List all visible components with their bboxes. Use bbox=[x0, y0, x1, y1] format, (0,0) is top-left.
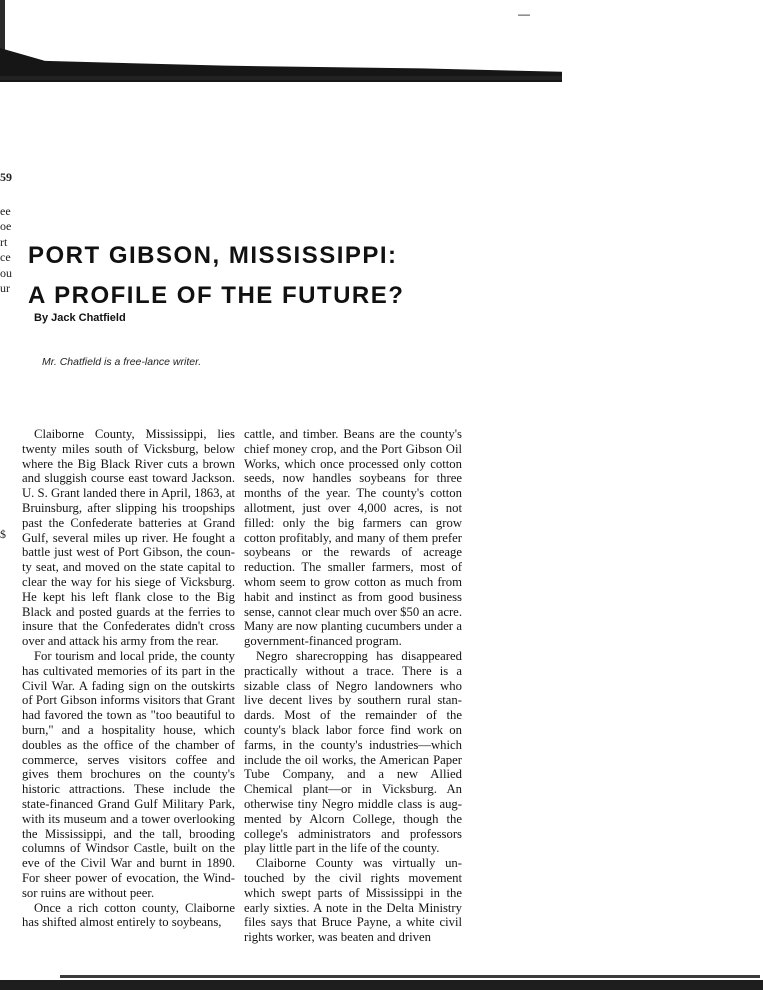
paragraph: Negro sharecropping has disappeared practically without a trace. There is a sizable class of Negro landowners who live decent lives by southern rural standards. Most of the remainder of the county's black labor force find work on farms, in the county's industries—which include the oil works, the American Paper Tube Company, and a new Allied Chemical plant—or in Vicksburg. An otherwise tiny Negro middle class is augmented by Alcorn College, though the college's administrators and professors play little part in the life of the county. bbox=[244, 648, 462, 856]
article-title-line-2: A PROFILE OF THE FUTURE? bbox=[28, 282, 405, 309]
paragraph: Claiborne County was virtually untouched by the civil rights movement which swept parts of Mississippi in the early sixties. A note in the Delta Ministry files says that Bruce Payne, a white civil rights worker, was beaten and driven bbox=[244, 856, 462, 945]
scan-bottom-shadow bbox=[0, 980, 763, 990]
paragraph: cattle, and timber. Beans are the county's chief money crop, and the Port Gibson Oil Works, which once processed only cotton seeds, now handles soybeans for three months of the year. The county's cotton allotment, just over 4,000 acres, is not filled: only the big farmers can grow cotton profitably, and many of them prefer soybeans or the rewards of acreage reduction. The smaller farmers, most of whom seem to grow cotton as much from habit and instinct as from good business sense, cannot clear much over $50 an acre. Many are now planting cucumbers under a government-financed program. bbox=[244, 427, 462, 649]
margin-dollar-fragment: $ bbox=[0, 527, 6, 541]
margin-line-fragment: ou bbox=[0, 265, 12, 280]
paragraph: Claiborne County, Mississippi, lies twenty miles south of Vicksburg, below where the Big Black River cuts a brown and sluggish course east toward Jackson. U. S. Grant landed there in April, 1863, at Bruinsburg, after slipping his troopships past the Confederate batteries at Grand Gulf, several miles up river. He fought a battle just west of Port Gibson, the county seat, and moved on the state capital to clear the way for his siege of Vicksburg. He kept his left flank close to the Big Black and posted guards at the ferries to insure that the Confederates didn't cross over and attack his army from the rear. bbox=[22, 427, 235, 649]
scan-speck: — bbox=[518, 7, 530, 21]
previous-page-margin bbox=[0, 170, 12, 297]
author-note: Mr. Chatfield is a free-lance writer. bbox=[42, 356, 202, 368]
margin-line-fragment: ee bbox=[0, 203, 11, 218]
scan-bottom-rule bbox=[60, 975, 760, 978]
margin-line-fragment: oe bbox=[0, 219, 12, 233]
article-column-left bbox=[22, 427, 235, 930]
paragraph: Once a rich cotton county, Claiborne has shifted almost entirely to soybeans, bbox=[22, 900, 235, 930]
margin-line-fragment: ce bbox=[0, 250, 11, 264]
article-column-right bbox=[244, 427, 462, 945]
scan-top-rule bbox=[0, 76, 562, 80]
margin-line-fragment: ur bbox=[0, 281, 10, 295]
article-title-line-1: PORT GIBSON, MISSISSIPPI: bbox=[28, 242, 398, 269]
margin-page-fragment: 59 bbox=[0, 170, 12, 184]
paragraph: For tourism and local pride, the county has cultivated memories of its part in the Civil War. A fading sign on the outskirts of Port Gibson informs visitors that Grant had favored the town as "too beautiful to burn," and a hospitality house, which doubles as the office of the chamber of commerce, serves visitors coffee and gives them brochures on the county's historic attractions. These include the state-financed Grand Gulf Military Park, with its museum and a tower overlooking the Mississippi, and the tall, brooding columns of Windsor Castle, built on the eve of the Civil War and burnt in 1890. For sheer power of evocation, the Windsor ruins are without peer. bbox=[22, 648, 235, 900]
article-byline: By Jack Chatfield bbox=[34, 312, 126, 324]
margin-line-fragment: rt bbox=[0, 234, 8, 249]
